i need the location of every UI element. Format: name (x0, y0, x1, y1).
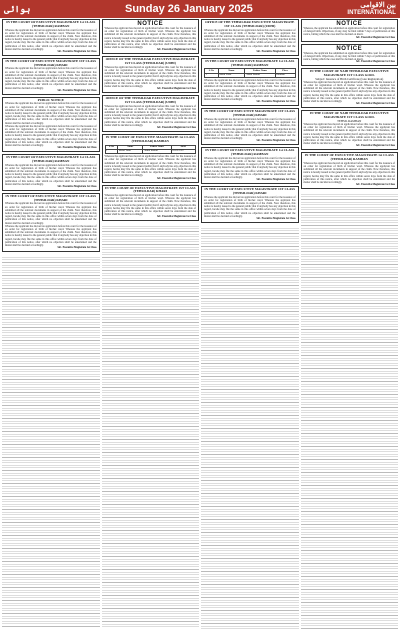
notice-box (102, 185, 200, 222)
notice-box (102, 95, 200, 132)
notice-body: Whereas the applicant has moved an application before this court for the issuance of an order for registration of birth of his/her ward. Whereas the applicant has submitted all the relevant documents in support of the claim. Now therefore, this notice is hereby issued to the general public that if anybody has any objection in this regard, he/she may file the same in this office within seven days from the date of publication of this notice, after which no objection shall be entertained and the matter shall be decided accordingly. (104, 27, 196, 50)
notice-signature: Sd/- Executive Magistrate 1st Class (156, 48, 196, 52)
notice-signature: Sd/- Executive Magistrate 1st Class (256, 216, 296, 220)
notice-signature: Sd/- Executive Magistrate 1st Class (355, 35, 395, 39)
newspaper-logo: ہوائی (4, 3, 31, 14)
section-label-english: INTERNATIONAL (347, 9, 396, 16)
table-header-cell: S.No (205, 69, 219, 73)
notice-box (102, 134, 200, 183)
table-header-cell: S.No (105, 145, 118, 149)
section-label (347, 2, 396, 16)
column-4 (301, 19, 399, 629)
table-cell: 1 (205, 73, 219, 77)
notice-body: Whereas the applicant has moved an application before this court for the issuance of an order for registration of birth of his/her ward. Whereas the applicant has submitted all the relevant documents in support of the claim. Now therefore, this notice is hereby issued to the general public that if anybody has any objection in this regard, he/she may file the same in this office within seven days from the date of publication of this notice, after which no objection shall be entertained and the matter shall be decided accordingly. (303, 123, 395, 146)
text-filler (301, 192, 399, 629)
notice-box (2, 58, 100, 95)
notice-title: OFFICE OF THE TEHSILDAR EXECUTIVE MAGISTRATE 1ST CLASS (TEHSILDAR) (UDHI) (105, 57, 195, 66)
notice-title: IN THE COURT OF EXECUTIVE MAGISTRATE 1ST CLASS (TEHSILDAR) KHARI (204, 187, 296, 195)
table-header-cell: Name (218, 69, 245, 73)
table-cell: Abdul Rashid (143, 149, 171, 153)
notice-body: Whereas the applicant has moved an application before this court for the issuance of an order for registration of birth of his/her ward. Whereas the applicant has submitted all the relevant documents in support of the claim. Now therefore, this notice is hereby issued to the general public that if anybody has any objection in this regard, he/she may file the same in this office within seven days from the date of publication of this notice, after which no objection shall be entertained and the matter shall be decided accordingly. (104, 104, 196, 127)
notice-signature: Sd/- Executive Magistrate 1st Class (355, 102, 395, 106)
notice-signature: Sd/- Executive Magistrate 1st Class (256, 178, 296, 182)
notice-title: IN THE COURT OF EXECUTIVE MAGISTRATE 1st CLASS (TEHSILDAR) RAMBAN (6, 20, 96, 28)
notice-box (102, 19, 200, 54)
table-header-cell: DOB (171, 145, 195, 149)
notice-title: IN THE COURT OF EXECUTIVE MAGISTRATE 1st CLASS (TEHSILDAR) RAMBAN (205, 58, 295, 67)
notice-signature: Sd/- Executive Magistrate 1st Class (256, 49, 296, 53)
notice-body: Whereas the applicant has moved an application before this court for the issuance of an order for registration of birth of his/her ward. Whereas the applicant has submitted all the relevant documents in support of the claim. Now therefore, this notice is hereby issued to the general public that if anybody has any objection in this regard, he/she may file the same in this office within seven days from the date of publication of this notice, after which no objection shall be entertained and the matter shall be decided accordingly. (204, 79, 296, 102)
notice-box (2, 19, 100, 56)
notice-title: IN THE COURT OF EXECUTIVE MAGISTRATE 1st CLASS (TEHSILDAR) RAMBAN (205, 148, 295, 156)
notice-title: IN THE COURT OF NAIB TEHSILDAR EXECUTIVE MAGISTRATE 1ST CLASS GOOL (309, 111, 389, 119)
notice-body: Whereas the applicant has moved an application before this court for the issuance of an order for registration of birth of his/her ward. Whereas the applicant has submitted all the relevant documents in support of the claim. Now therefore, this notice is hereby issued to the general public that if anybody has any objection in this regard, he/she may file the same in this office within seven days from the date of publication of this notice, after which no objection shall be entertained and the matter shall be decided accordingly. (5, 202, 97, 225)
notice-body: Whereas the applicant has moved an application before this court for the issuance of an order for registration of birth of his/her ward. Whereas the applicant has submitted all the relevant documents in support of the claim. Now therefore, this notice is hereby issued to the general public that if anybody has any objection in this regard, he/she may file the same in this office within seven days from the date of publication of this notice, after which no objection shall be entertained and the matter shall be decided accordingly. (5, 124, 97, 147)
notice-body: Whereas the applicant has moved an application before this court for the issuance of an order for registration of birth of his/her ward. Whereas the applicant has submitted all the relevant documents in support of the claim. Now therefore, this notice is hereby issued to the general public that if anybody has any objection in this regard, he/she may file the same in this office within seven days from the date of publication of this notice, after which no objection shall be entertained and the matter shall be decided accordingly. (303, 161, 395, 185)
notice-body: Whereas the applicant has moved an application before this court for the issuance of an order for registration of birth of his/her ward. Whereas the applicant has submitted all the relevant documents in support of the claim. Now therefore, this notice is hereby issued to the general public that if anybody has any objection in this regard, he/she may file the same in this office within seven days from the date of publication of this notice, after which no objection shall be entertained and the matter shall be decided accordingly. (5, 28, 97, 51)
notice-table (204, 68, 296, 78)
notice-box (301, 110, 399, 150)
notice-signature: Sd/- Executive Magistrate 1st Class (57, 88, 97, 92)
notice-body: Whereas the applicant has moved an application before this court for the issuance of an order for registration of birth of his/her ward. Whereas the applicant has submitted all the relevant documents in support of the claim. Now therefore, this notice is hereby issued to the general public that if anybody has any objection in this regard, he/she may file the same in this office within seven days from the date of publication of this notice, after which no objection shall be entertained and the matter shall be decided accordingly. (5, 102, 97, 125)
notice-signature: Sd/- Executive Magistrate 1st Class (355, 144, 395, 148)
notice-signature: Sd/- Executive Magistrate 1st Class (256, 100, 296, 104)
notice-box (301, 44, 399, 67)
notice-box (201, 186, 299, 223)
notice-title: IN THE COURT OF NAIB TEHSILDAR EXECUTIVE MAGISTRATE 1ST CLASS GOOL (309, 69, 389, 77)
notice-subject: Subject: Issuance of Birth Certificate (Late Registration) (315, 76, 384, 81)
notice-heading: NOTICE (137, 21, 164, 27)
notice-signature: Sd/- Executive Magistrate 1st Class (57, 246, 97, 250)
table-header-cell: Place (275, 69, 295, 73)
text-filler (201, 226, 299, 629)
notice-body: Whereas the applicant has moved an application before this court for the issuance of an order for registration of birth of his/her ward. Whereas the applicant has submitted all the relevant documents in support of the claim. Now therefore, this notice is hereby issued to the general public that if anybody has any objection in this regard, he/she may file the same in this office within seven days from the date of publication of this notice, after which no objection shall be entertained and the matter shall be decided accordingly. (5, 224, 97, 247)
table-cell: Mohd Yasin (218, 73, 245, 77)
notice-box (102, 56, 200, 93)
notice-signature: Sd/- Executive Magistrate 1st Class (57, 146, 97, 150)
table-cell: Mohd Yasin (118, 149, 143, 153)
notice-signature: Sd/- Executive Magistrate 1st Class (57, 49, 97, 53)
column-2 (102, 19, 200, 629)
notice-body: Whereas the applicant has moved an application before this court for the issuance of an order for registration of birth of his/her ward. Whereas the applicant has submitted all the relevant documents in support of the claim. Now therefore, this notice is hereby issued to the general public that if anybody has any objection in this regard, he/she may file the same in this office within seven days from the date of publication of this notice, after which no objection shall be entertained and the matter shall be decided accordingly. (104, 194, 196, 217)
notice-table (105, 145, 197, 155)
masthead (0, 0, 400, 18)
notice-body: Whereas the applicant has moved an application before this court for the issuance of an order for registration of birth of his/her ward. Whereas the applicant has submitted all the relevant documents in support of the claim. Now therefore, this notice is hereby issued to the general public that if anybody has any objection in this regard, he/she may file the same in this office within seven days from the date of publication of this notice, after which no objection shall be entertained and the matter shall be decided accordingly. (303, 80, 395, 104)
notice-box (2, 193, 100, 252)
table-header-cell: Father Name (245, 69, 275, 73)
notice-body: Whereas, the applicant has submitted an application before this court for registration of delayed birth. Objections, if any, may be filed within 7 days of publication of this notice, failing which the case shall be decided on merit. (303, 51, 395, 61)
notice-signature: Sd/- Executive Magistrate 1st Class (156, 87, 196, 91)
text-filler (2, 255, 100, 629)
notice-box (301, 68, 399, 108)
table-header-cell: Name (118, 145, 143, 149)
notice-signature: Sd/- Executive Magistrate 1st Class (355, 183, 395, 187)
notice-title: IN THE COURT OF EXECUTIVE MAGISTRATE 1ST CLASS (TEHSILDAR) KHARI (5, 58, 97, 67)
notice-heading: NOTICE (336, 45, 363, 52)
table-cell: 1 (105, 149, 118, 153)
column-1 (2, 19, 100, 629)
section-label-urdu: بین الاقوامی (360, 2, 396, 10)
notice-body: Whereas the applicant has moved an application before this court for the issuance of an order for registration of birth of his/her ward. Whereas the applicant has submitted all the relevant documents in support of the claim. Now therefore, this notice is hereby issued to the general public that if anybody has any objection in this regard, he/she may file the same in this office within seven days from the date of publication of this notice, after which no objection shall be entertained and the matter shall be decided accordingly. (5, 67, 97, 90)
notice-body: Whereas the applicant has moved an application before this court for the issuance of an order for registration of birth of his/her ward. Whereas the applicant has submitted all the relevant documents in support of the claim. Now therefore, this notice is hereby issued to the general public that if anybody has any objection in this regard, he/she may file the same in this office within seven days from the date of publication of this notice, after which no objection shall be entertained and the matter shall be decided accordingly. (5, 163, 97, 186)
notice-box (301, 152, 399, 189)
table-cell: 16-03-1997 (171, 149, 195, 153)
notice-heading: NOTICE (336, 21, 363, 27)
notice-title: IN THE COURT OF EXECUTIVE MAGISTRATE 1st CLASS (TEHSILDAR) RAMBAN (6, 155, 96, 163)
table-cell: Abdul Rashid (245, 73, 275, 77)
notice-title: OFFICE OF THE TEHSILDAR EXECUTIVE MAGISTRATE 1ST CLASS (TEHSILDAR) (UDHI) (205, 20, 295, 28)
notice-subject: TEHSIL RAMBAN (337, 118, 362, 123)
notice-box (2, 154, 100, 191)
notice-title: OFFICE OF THE TEHSILDAR EXECUTIVE MAGISTRATE 1ST CLASS (TEHSILDAR) (UDHI) (105, 96, 195, 104)
notice-signature: Sd/- Executive Magistrate 1st Class (156, 176, 196, 180)
notice-signature: Sd/- Executive Magistrate 1st Class (156, 126, 196, 129)
notice-title: IN THE COURT OF EXECUTIVE MAGISTRATE 1ST CLASS (TEHSILDAR) KHARI (5, 193, 97, 202)
column-3 (201, 19, 299, 629)
notice-body: Whereas the applicant has moved an application before this court for the issuance of an order for registration of birth of his/her ward. Whereas the applicant has submitted all the relevant documents in support of the claim. Now therefore, this notice is hereby issued to the general public that if anybody has any objection in this regard, he/she may file the same in this office within seven days from the date of publication of this notice, after which no objection shall be entertained and the matter shall be decided accordingly. (204, 156, 296, 179)
notice-box (2, 97, 100, 152)
notice-signature: Sd/- Executive Magistrate 1st Class (256, 139, 296, 143)
notice-signature: Sd/- Executive Magistrate 1st Class (57, 184, 97, 188)
notice-title: IN THE COURT OF EXECUTIVE MAGISTRATE 1ST CLASS (TEHSILDAR) KHARI (204, 109, 296, 118)
text-filler (102, 224, 200, 629)
notice-title: IN THE COURT OF EXECUTIVE MAGISTRATE 1ST CLASS (TEHSILDAR) KHARI (104, 185, 196, 194)
notice-body: Whereas the applicant has moved an application before this court for the issuance of an order for registration of birth of his/her ward. Whereas the applicant has submitted all the relevant documents in support of the claim. Now therefore, this notice is hereby issued to the general public that if anybody has any objection in this regard, he/she may file the same in this office within seven days from the date of publication of this notice, after which no objection shall be entertained and the matter shall be decided accordingly. (104, 65, 196, 88)
notice-title: IN THE COURT OF EXECUTIVE MAGISTRATE 1st CLASS (TEHSILDAR) RAMBAN (304, 153, 394, 162)
notice-box (201, 19, 299, 56)
table-cell: Ramban (275, 73, 295, 77)
notice-body: Whereas the applicant has moved an application before this court for the issuance of an order for registration of birth of his/her ward. Whereas the applicant has submitted all the relevant documents in support of the claim. Now therefore, this notice is hereby issued to the general public that if anybody has any objection in this regard, he/she may file the same in this office within seven days from the date of publication of this notice, after which no objection shall be entertained and the matter shall be decided accordingly. (204, 117, 296, 141)
notice-box (301, 19, 399, 42)
notice-body: Whereas the applicant has moved an application before this court for the issuance of an order for registration of birth of his/her ward. Whereas the applicant has submitted all the relevant documents in support of the claim. Now therefore, this notice is hereby issued to the general public that if anybody has any objection in this regard, he/she may file the same in this office within seven days from the date of publication of this notice, after which no objection shall be entertained and the matter shall be decided accordingly. (104, 155, 196, 178)
notice-box (201, 58, 299, 107)
page-date: Sunday 26 January 2025 (125, 3, 253, 15)
notice-body: Whereas the applicant has moved an application before this court for the issuance of an order for registration of birth of his/her ward. Whereas the applicant has submitted all the relevant documents in support of the claim. Now therefore, this notice is hereby issued to the general public that if anybody has any objection in this regard, he/she may file the same in this office within seven days from the date of publication of this notice, after which no objection shall be entertained and the matter shall be decided accordingly. (204, 195, 296, 218)
notice-title: IN THE COURT OF EXECUTIVE MAGISTRATE 1st CLASS (TEHSILDAR) RAMBAN (105, 134, 195, 143)
notice-columns (0, 18, 400, 629)
notice-box (201, 108, 299, 145)
notice-body: Whereas, the applicant has submitted an application before this court for registration of delayed birth. Objections, if any, may be filed within 7 days of publication of this notice, failing which the case shall be decided on merit. (303, 27, 395, 37)
table-header-cell: Father Name (143, 145, 171, 149)
notice-box (201, 147, 299, 184)
notice-title: PUBLIC NOTICE (37, 97, 64, 102)
notice-signature: Sd/- Executive Magistrate 1st Class (355, 60, 395, 64)
notice-body: Whereas the applicant has moved an application before this court for the issuance of an order for registration of birth of his/her ward. Whereas the applicant has submitted all the relevant documents in support of the claim. Now therefore, this notice is hereby issued to the general public that if anybody has any objection in this regard, he/she may file the same in this office within seven days from the date of publication of this notice, after which no objection shall be entertained and the matter shall be decided accordingly. (204, 28, 296, 51)
notice-signature: Sd/- Executive Magistrate 1st Class (156, 215, 196, 219)
